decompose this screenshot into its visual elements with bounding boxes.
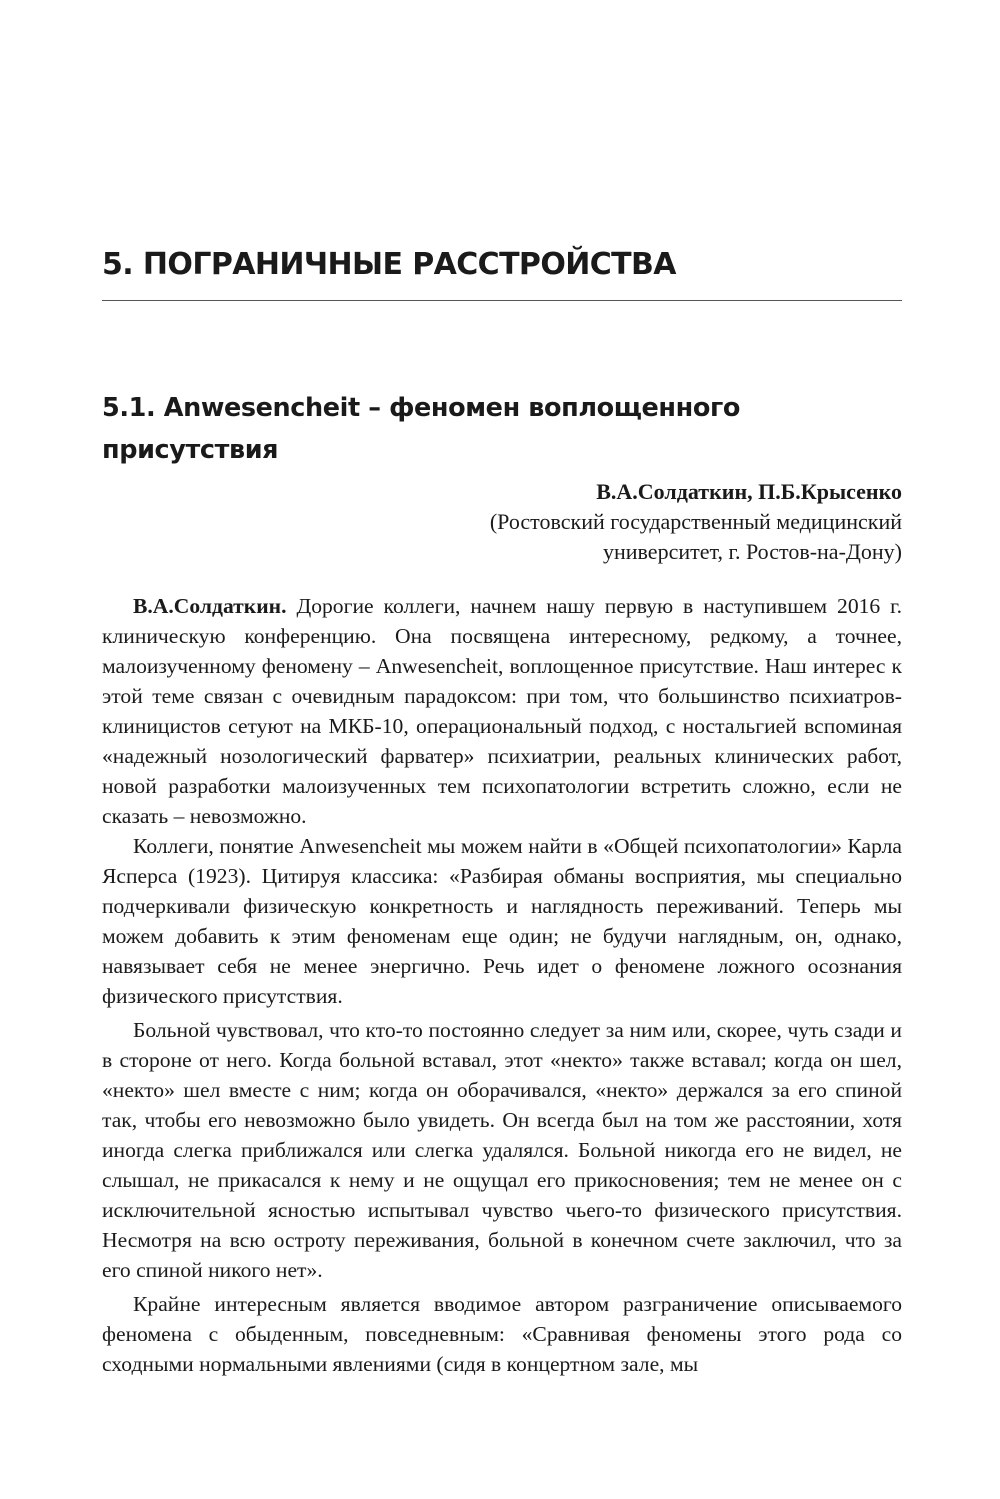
paragraph-4: Крайне интересным является вводимое автором разграничение описываемого феномена с обыденным, повседневным: «Сравнивая феномены этого рода со сходными нормальными явлениями (сидя в концертном зале, мы [102, 1292, 902, 1376]
affiliation-line-2: университет, г. Ростов-на-Дону) [603, 539, 902, 564]
paragraph-3: Больной чувствовал, что кто-то постоянно следует за ним или, скорее, чуть сзади и в стороне от него. Когда больной вставал, этот «некто» также вставал; когда он шел, «некто» шел вместе с ним; когда он оборачивался, «некто» держался за его спиной так, чтобы его невозможно было увидеть. Он всегда был на том же расстоянии, хотя иногда слегка приближался или слегка удалялся. Больной никогда его не видел, не слышал, не прикасался к нему и не ощущал его прикосновения; тем не менее он с исключительной ясностью испытывал чувство чьего-то физического присутствия. Несмотря на всю остроту переживания, больной в конечном счете заключил, что за его спиной никого нет». [102, 1018, 902, 1282]
chapter-title: 5. ПОГРАНИЧНЫЕ РАССТРОЙСТВА [102, 247, 676, 282]
speaker-name: В.А.Солдаткин. [133, 594, 287, 618]
byline [102, 477, 902, 567]
article-body [102, 591, 902, 1379]
affiliation-line-1: (Ростовский государственный медицинский [489, 509, 902, 534]
section-title-line-1: 5.1. Anwesencheit – феномен воплощенного [102, 393, 741, 423]
section-title-line-2: присутствия [102, 435, 279, 465]
chapter-divider [102, 300, 902, 301]
paragraph-1 [102, 591, 902, 831]
authors: В.А.Солдаткин, П.Б.Крысенко [596, 479, 902, 504]
section-title [102, 387, 902, 471]
paragraph-1-text: Дорогие коллеги, начнем нашу первую в наступившем 2016 г. клиническую конференцию. Она посвящена интересному, редкому, а точнее, малоизученному феномену – Anwesencheit, воплощенное присутствие. Наш интерес к этой теме связан с очевидным парадоксом: при том, что большинство психиатров-клиницистов сетуют на МКБ-10, операциональный подход, с ностальгией вспоминая «надежный нозологический фарватер» психиатрии, реальных клинических работ, новой разработки малоизученных тем психопатологии встретить сложно, если не сказать – невозможно. [102, 594, 902, 828]
paragraph-2: Коллеги, понятие Anwesencheit мы можем найти в «Общей психопатологии» Карла Ясперса (1923). Цитируя классика: «Разбирая обманы восприятия, мы специально подчеркивали физическую конкретность и наглядность переживаний. Теперь мы можем добавить к этим феноменам еще один; не будучи наглядным, он, однако, навязывает себя не менее энергично. Речь идет о феномене ложного осознания физического присутствия. [102, 834, 902, 1008]
